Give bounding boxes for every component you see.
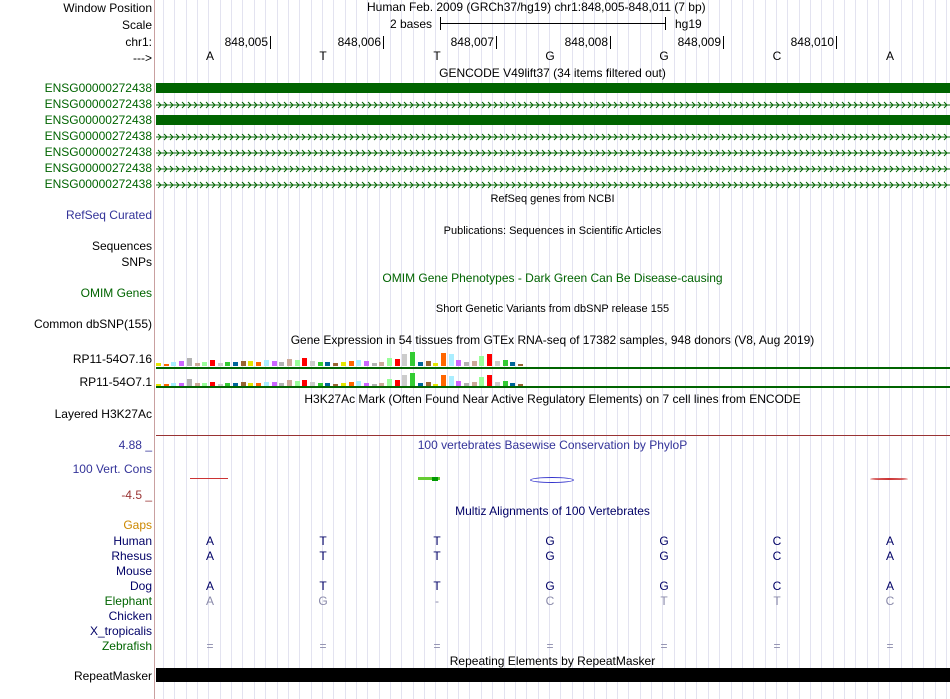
coordinate-tick: [496, 36, 497, 49]
h3k27ac-label[interactable]: Layered H3K27Ac: [54, 407, 152, 421]
gencode-intron-strand[interactable]: [156, 179, 950, 189]
alignment-base: C: [885, 594, 895, 608]
base-letter: G: [659, 49, 669, 63]
gtex-gene1-label[interactable]: RP11-54O7.16: [72, 352, 152, 366]
base-letter: A: [205, 49, 214, 63]
alignment-base: A: [885, 534, 894, 548]
gencode-item-label[interactable]: ENSG00000272438: [44, 113, 152, 127]
gtex-tissue-bar[interactable]: [171, 362, 176, 366]
cons-mark-7: [870, 478, 908, 480]
repeatmasker-label[interactable]: RepeatMasker: [73, 669, 152, 683]
gencode-intron-strand[interactable]: [156, 99, 950, 109]
gtex-tissue-bar[interactable]: [479, 377, 484, 386]
alignment-base: -: [435, 594, 439, 608]
gtex-tissue-bar[interactable]: [426, 361, 431, 366]
coordinate-label: 848,009: [677, 35, 721, 49]
alignment-base: =: [319, 639, 327, 653]
gtex-tissue-bar[interactable]: [387, 358, 392, 366]
alignment-base: A: [205, 549, 214, 563]
h3k27ac-track-title[interactable]: H3K27Ac Mark (Often Found Near Active Regulatory Elements) on 7 cell lines from ENCODE: [304, 392, 801, 406]
cons-top-value: 4.88 _: [118, 438, 152, 452]
gtex-tissue-bar[interactable]: [441, 375, 446, 386]
coordinate-tick: [383, 36, 384, 49]
base-letter: C: [772, 49, 782, 63]
alignment-base: G: [545, 534, 555, 548]
species-label-mouse[interactable]: Mouse: [115, 564, 152, 578]
sequences-label[interactable]: Sequences: [91, 239, 152, 253]
refseq-track-title[interactable]: RefSeq genes from NCBI: [490, 193, 615, 205]
species-label-elephant[interactable]: Elephant: [104, 594, 152, 608]
gencode-track-title[interactable]: GENCODE V49lift37 (34 items filtered out): [439, 66, 666, 80]
gencode-item-label[interactable]: ENSG00000272438: [44, 145, 152, 159]
gtex-gene2-line: [156, 386, 950, 388]
gtex-tissue-bar[interactable]: [449, 376, 454, 386]
gtex-tissue-bar[interactable]: [241, 361, 246, 366]
gtex-tissue-bar[interactable]: [287, 359, 292, 366]
alignment-base: G: [545, 579, 555, 593]
gtex-tissue-bar[interactable]: [518, 364, 523, 366]
alignment-base: G: [659, 549, 669, 563]
gtex-tissue-bar[interactable]: [503, 360, 508, 366]
alignment-base: T: [433, 534, 441, 548]
gtex-tissue-bar[interactable]: [456, 360, 461, 366]
alignment-base: =: [206, 639, 214, 653]
gencode-intron-strand[interactable]: [156, 131, 950, 141]
coordinate-label: 848,010: [790, 35, 834, 49]
gencode-intron-strand[interactable]: [156, 147, 950, 157]
gtex-tissue-bar[interactable]: [187, 379, 192, 386]
cons-mark-4: [530, 477, 574, 483]
gtex-tissue-bar[interactable]: [410, 352, 415, 366]
assembly-label: hg19: [675, 17, 702, 31]
cons-mark-1: [190, 478, 228, 479]
alignment-base: =: [546, 639, 554, 653]
conservation-track-title[interactable]: 100 vertebrates Basewise Conservation by PhyloP: [417, 438, 688, 452]
species-label-x_tropicalis[interactable]: X_tropicalis: [89, 624, 152, 638]
strand-arrow-label: --->: [133, 51, 152, 65]
gtex-tissue-bar[interactable]: [256, 362, 261, 366]
gtex-tissue-bar[interactable]: [179, 361, 184, 366]
gtex-tissue-bar[interactable]: [395, 359, 400, 366]
gtex-tissue-bar[interactable]: [302, 358, 307, 366]
multiz-track-title[interactable]: Multiz Alignments of 100 Vertebrates: [455, 504, 650, 518]
gtex-tissue-bar[interactable]: [487, 375, 492, 386]
omim-track-title[interactable]: OMIM Gene Phenotypes - Dark Green Can Be Disease-causing: [382, 271, 723, 285]
gtex-tissue-bar[interactable]: [349, 361, 354, 366]
gtex-tissue-bar[interactable]: [464, 362, 469, 366]
label-divider: [154, 0, 155, 699]
gtex-tissue-bar[interactable]: [318, 362, 323, 366]
gtex-bars-gene1[interactable]: [156, 346, 556, 366]
scale-text: 2 bases: [390, 17, 433, 31]
cons-mark-3-peak: [432, 477, 438, 481]
h3k27ac-baseline: [156, 435, 950, 436]
gtex-tissue-bar[interactable]: [364, 361, 369, 366]
gencode-item-label[interactable]: ENSG00000272438: [44, 161, 152, 175]
alignment-base: A: [885, 549, 894, 563]
alignment-base: C: [545, 594, 555, 608]
gtex-tissue-bar[interactable]: [372, 363, 377, 366]
repeatmasker-bar[interactable]: [156, 668, 950, 682]
coordinate-tick: [270, 36, 271, 49]
gtex-tissue-bar[interactable]: [264, 360, 269, 366]
alignment-base: T: [319, 579, 327, 593]
gencode-item-label[interactable]: ENSG00000272438: [44, 129, 152, 143]
base-letter: G: [545, 49, 555, 63]
species-label-human[interactable]: Human: [113, 534, 152, 548]
alignment-base: G: [545, 549, 555, 563]
alignment-base: =: [886, 639, 894, 653]
pubs-track-title[interactable]: Publications: Sequences in Scientific Articles: [443, 225, 662, 237]
window-position-title: Human Feb. 2009 (GRCh37/hg19) chr1:848,005-848,011 (7 bp): [367, 0, 706, 14]
alignment-base: =: [433, 639, 441, 653]
alignment-base: C: [772, 549, 782, 563]
gtex-tissue-bar[interactable]: [202, 362, 207, 366]
gtex-tissue-bar[interactable]: [279, 362, 284, 366]
species-label-zebrafish[interactable]: Zebrafish: [101, 639, 152, 653]
coordinate-tick: [836, 36, 837, 49]
gtex-tissue-bar[interactable]: [402, 375, 407, 386]
base-letter: T: [433, 49, 441, 63]
gtex-tissue-bar[interactable]: [433, 363, 438, 366]
gtex-tissue-bar[interactable]: [310, 361, 315, 366]
snps-label[interactable]: SNPs: [121, 255, 152, 269]
gencode-exon-bar[interactable]: [156, 83, 950, 93]
gtex-tissue-bar[interactable]: [495, 361, 500, 366]
alignment-base: T: [773, 594, 781, 608]
refseq-label[interactable]: RefSeq Curated: [65, 208, 152, 222]
gtex-tissue-bar[interactable]: [295, 360, 300, 366]
scale-bar: [440, 23, 666, 24]
gtex-tissue-bar[interactable]: [441, 353, 446, 366]
gtex-tissue-bar[interactable]: [187, 358, 192, 366]
alignment-base: T: [319, 534, 327, 548]
gtex-tissue-bar[interactable]: [410, 373, 415, 386]
scale-bar-right-tick: [665, 17, 666, 30]
alignment-base: A: [205, 579, 214, 593]
gencode-item-label[interactable]: ENSG00000272438: [44, 177, 152, 191]
gtex-tissue-bar[interactable]: [225, 362, 230, 366]
dbsnp-track-title[interactable]: Short Genetic Variants from dbSNP release 155: [435, 303, 670, 315]
gaps-label[interactable]: Gaps: [123, 518, 152, 532]
scale-bar-left-tick: [440, 17, 441, 30]
gtex-tissue-bar[interactable]: [479, 356, 484, 366]
gtex-bars-gene2[interactable]: [156, 369, 556, 386]
gencode-exon-bar[interactable]: [156, 115, 950, 125]
window-position-label: Window Position: [63, 1, 152, 15]
base-letter: A: [885, 49, 894, 63]
gtex-tissue-bar[interactable]: [333, 363, 338, 366]
chrom-label: chr1:: [125, 35, 152, 49]
gtex-tissue-bar[interactable]: [195, 363, 200, 366]
gtex-tissue-bar[interactable]: [248, 361, 253, 366]
conservation-label[interactable]: 100 Vert. Cons: [72, 462, 152, 476]
coordinate-label: 848,008: [564, 35, 608, 49]
alignment-base: A: [205, 594, 214, 608]
alignment-base: G: [659, 579, 669, 593]
alignment-base: G: [318, 594, 328, 608]
gtex-tissue-bar[interactable]: [472, 361, 477, 366]
gtex-tissue-bar[interactable]: [418, 362, 423, 366]
species-label-chicken[interactable]: Chicken: [108, 609, 152, 623]
cons-bottom-value: -4.5 _: [121, 488, 152, 502]
coordinate-tick: [723, 36, 724, 49]
gtex-gene2-label[interactable]: RP11-54O7.1: [79, 375, 152, 389]
alignment-base: T: [319, 549, 327, 563]
alignment-base: T: [660, 594, 668, 608]
gtex-tissue-bar[interactable]: [356, 360, 361, 366]
gtex-tissue-bar[interactable]: [379, 362, 384, 366]
repeatmasker-track-title[interactable]: Repeating Elements by RepeatMasker: [449, 654, 656, 668]
alignment-base: A: [885, 579, 894, 593]
alignment-base: A: [205, 534, 214, 548]
scale-label: Scale: [121, 18, 152, 32]
gencode-item-label[interactable]: ENSG00000272438: [44, 97, 152, 111]
alignment-base: =: [660, 639, 668, 653]
alignment-base: T: [433, 579, 441, 593]
dbsnp-label[interactable]: Common dbSNP(155): [33, 317, 152, 331]
coordinate-label: 848,005: [224, 35, 268, 49]
gtex-track-title[interactable]: Gene Expression in 54 tissues from GTEx RNA-seq of 17382 samples, 948 donors (V8, Aug 2019): [290, 333, 815, 347]
alignment-base: =: [773, 639, 781, 653]
coordinate-label: 848,007: [450, 35, 494, 49]
gencode-item-label[interactable]: ENSG00000272438: [44, 81, 152, 95]
gtex-tissue-bar[interactable]: [210, 360, 215, 366]
alignment-base: C: [772, 534, 782, 548]
gtex-tissue-bar[interactable]: [164, 364, 169, 366]
omim-label[interactable]: OMIM Genes: [80, 286, 152, 300]
gtex-tissue-bar[interactable]: [487, 354, 492, 366]
gtex-tissue-bar[interactable]: [233, 362, 238, 366]
gtex-tissue-bar[interactable]: [272, 361, 277, 366]
gtex-tissue-bar[interactable]: [341, 362, 346, 366]
gtex-tissue-bar[interactable]: [449, 354, 454, 366]
gtex-tissue-bar[interactable]: [325, 362, 330, 366]
species-label-rhesus[interactable]: Rhesus: [111, 549, 152, 563]
gtex-tissue-bar[interactable]: [218, 363, 223, 366]
coordinate-label: 848,006: [337, 35, 381, 49]
alignment-base: G: [659, 534, 669, 548]
gtex-tissue-bar[interactable]: [387, 379, 392, 386]
alignment-base: T: [433, 549, 441, 563]
alignment-base: C: [772, 579, 782, 593]
species-label-dog[interactable]: Dog: [129, 579, 152, 593]
coordinate-tick: [610, 36, 611, 49]
gtex-tissue-bar[interactable]: [402, 354, 407, 366]
base-letter: T: [319, 49, 327, 63]
gtex-tissue-bar[interactable]: [156, 363, 161, 366]
gtex-tissue-bar[interactable]: [510, 362, 515, 366]
gencode-intron-strand[interactable]: [156, 163, 950, 173]
